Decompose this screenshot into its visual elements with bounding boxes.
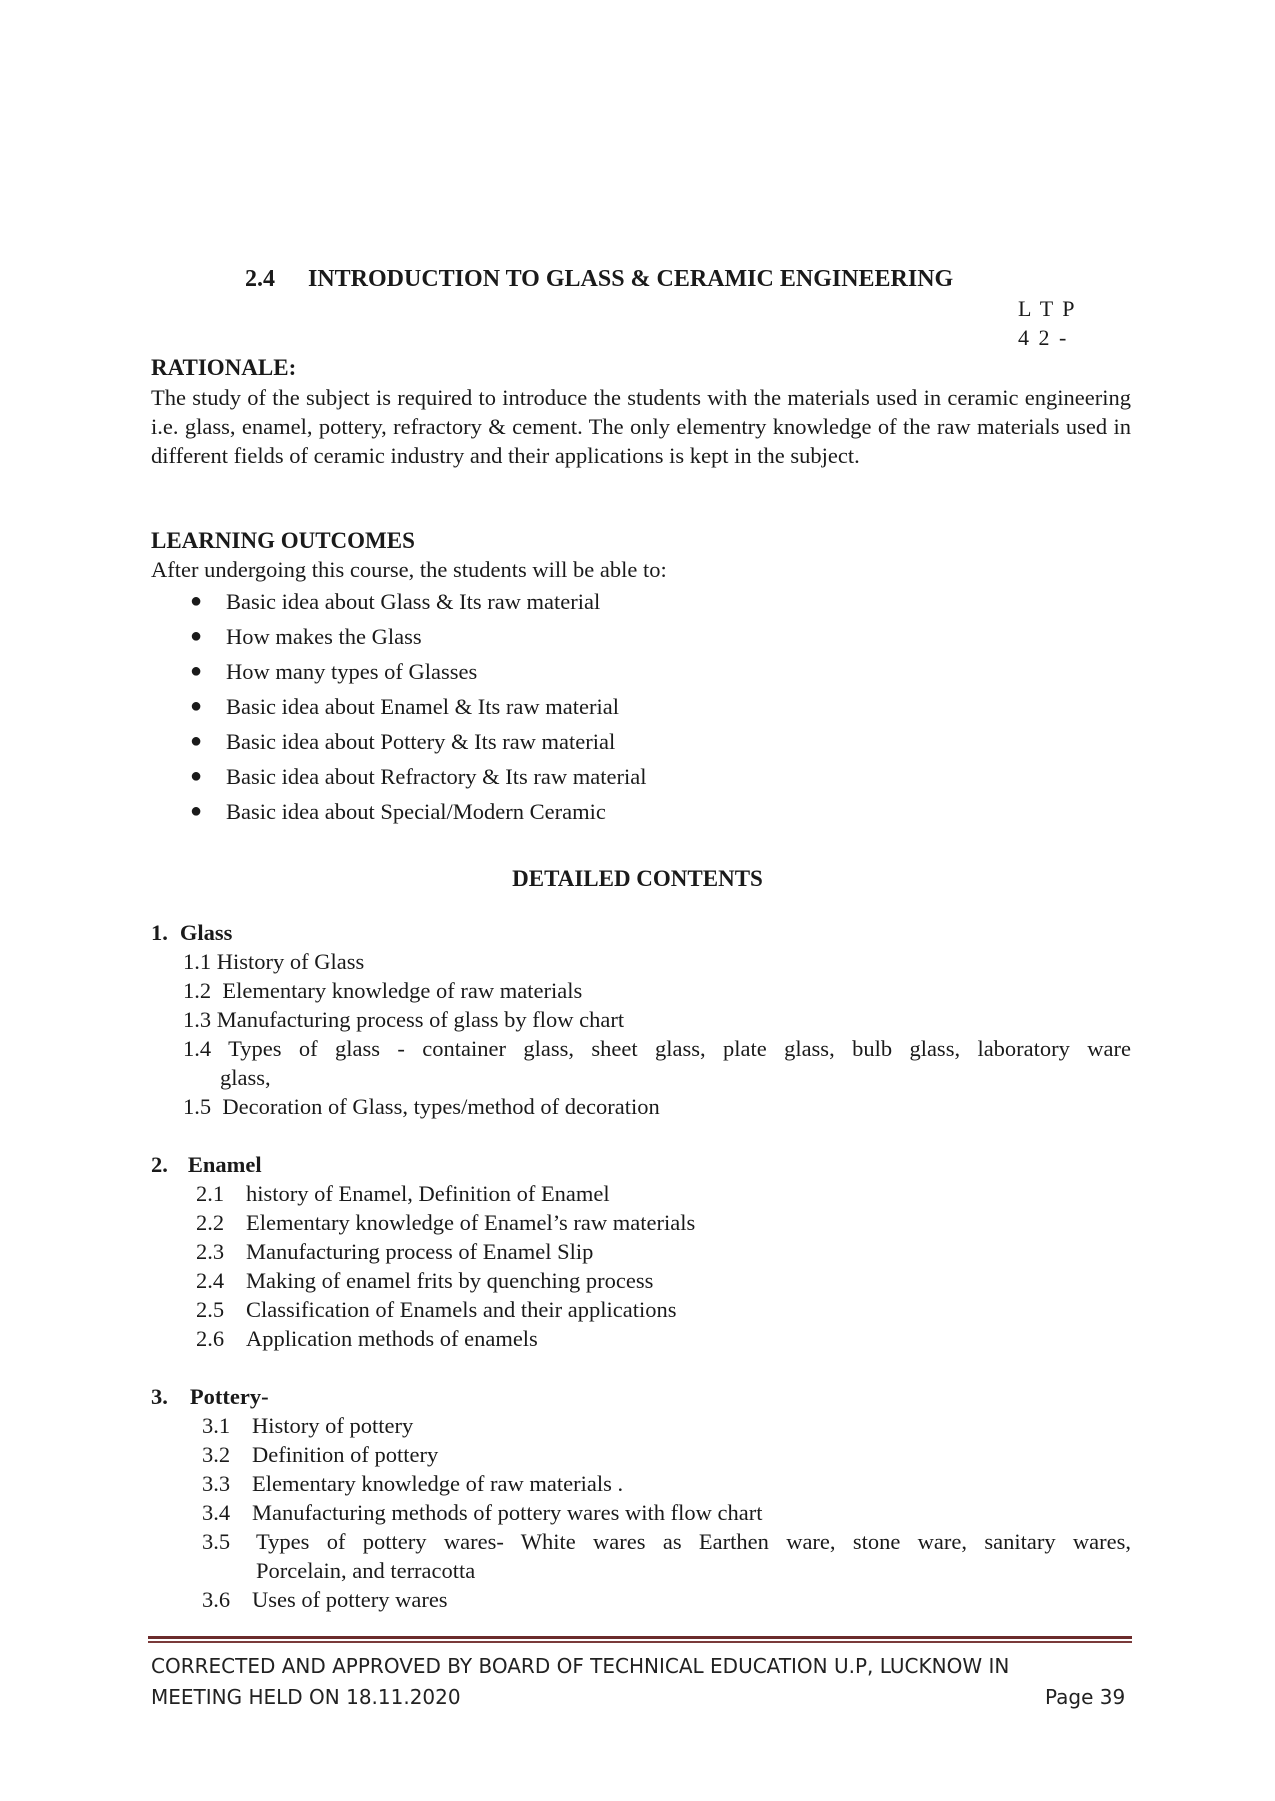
ltp-labels: L T P [1018,296,1077,321]
topic-line: 3.3 Elementary knowledge of raw materials . [202,1471,624,1496]
topic-line: 2.1 history of Enamel, Definition of Enamel [196,1181,610,1206]
bullet-icon: ● [190,695,203,717]
page-number: Page 39 [1045,1685,1126,1709]
section-title [245,266,953,293]
topic-line: 3.6 Uses of pottery wares [202,1587,448,1612]
unit-heading: 3. Pottery- [151,1384,269,1409]
section-title-text: INTRODUCTION TO GLASS & CERAMIC ENGINEERING [308,266,954,292]
rationale-text: The study of the subject is required to introduce the students with the materials used in ceramic engineering i.e. glass, enamel, pottery, refractory & cement. The only elementry knowledge of the raw materials used in different fields of ceramic industry and their applications is kept in the subject. [151,385,1131,468]
topic-line: 2.3 Manufacturing process of Enamel Slip [196,1239,594,1264]
bullet-icon: ● [190,625,203,647]
bullet-icon: ● [190,660,203,682]
topic-continuation: glass, [220,1065,271,1090]
topic-line: 1.2 Elementary knowledge of raw materials [183,978,583,1003]
footer-approval-line2: MEETING HELD ON 18.11.2020 [151,1685,461,1709]
section-number: 2.4 [245,266,275,292]
topic-line: 1.1 History of Glass [183,949,365,974]
learning-outcomes-heading: LEARNING OUTCOMES [151,528,415,553]
topic-line: 2.5 Classification of Enamels and their applications [196,1297,677,1322]
topic-line: 2.6 Application methods of enamels [196,1326,538,1351]
topic-line: 1.3 Manufacturing process of glass by flow chart [183,1007,625,1032]
bullet-icon: ● [190,765,203,787]
topic-line: 3.1 History of pottery [202,1413,414,1438]
footer-divider [148,1641,1132,1643]
document-page: 2.4 INTRODUCTION TO GLASS & CERAMIC ENGINEERING L T P 4 2 - RATIONALE: The study of the subject is required to introduce the students with the materials used in ceramic engineering i.e. glass, enamel, pottery, refractory & cement. The only elementry knowledge of the raw materials used in different fields of ceramic industry and their applications is kept in the subject. LEARNING OUTCOMES After undergoing this course, the students will be able to: ● Basic idea about Glass & Its raw material ● How makes the Glass ● How many types of Glasses ● Basic idea about Enamel & Its raw material ● Basic idea about Pottery & Its raw material ● Basic idea about Refractory & Its raw material ● Basic idea about Special/Modern Ceramic DETAILED CONTENTS 1. Glass 1.1 History of Glass 1.2 Elementary knowledge of raw materials 1.3 Manufacturing process of glass by flow chart 1.4 Types of glass - container glass, sheet glass, plate glass, bulb glass, laboratory ware glass, 1.5 Decoration of Glass, types/method of decoration 2. Enamel 2.1 history of Enamel, Definition of Enamel 2.2 Elementary knowledge of Enamel’s raw materials 2.3 Manufacturing process of Enamel Slip 2.4 Making of enamel frits by quenching process 2.5 Classification of Enamels and their applications 2.6 Application methods of enamels 3. Pottery- 3.1 History of pottery 3.2 Definition of pottery 3.3 Elementary knowledge of raw materials . 3.4 Manufacturing methods of pottery wares with flow chart 3.5 Types of pottery wares- White wares as Earthen ware, stone ware, sanitary wares, Porcelain, and terracotta 3.6 Uses of pottery wares CORRECTED AND APPROVED BY BOARD OF TECHNICAL EDUCATION U.P, LUCKNOW IN MEETING HELD ON 18.11.2020 Page 39 [0,0,1275,1801]
topic-line: 2.2 Elementary knowledge of Enamel’s raw materials [196,1210,696,1235]
topic-line: 3.4 Manufacturing methods of pottery wares with flow chart [202,1500,763,1525]
topic-continuation: Porcelain, and terracotta [256,1558,476,1583]
unit-heading: 1. Glass [151,920,233,945]
bullet-icon: ● [190,590,203,612]
ltp-values: 4 2 - [1018,325,1069,350]
topic-line: 1.5 Decoration of Glass, types/method of decoration [183,1094,660,1119]
topic-line: 2.4 Making of enamel frits by quenching process [196,1268,654,1293]
learning-outcomes-intro: After undergoing this course, the students will be able to: [151,557,667,582]
footer-approval-line1: CORRECTED AND APPROVED BY BOARD OF TECHNICAL EDUCATION U.P, LUCKNOW IN [151,1654,1010,1678]
rationale-heading: RATIONALE: [151,355,297,380]
bullet-icon: ● [190,730,203,752]
topic-line: 1.4 Types of glass - container glass, sheet glass, plate glass, bulb glass, laboratory ware [183,1036,1132,1061]
topic-line: 3.2 Definition of pottery [202,1442,439,1467]
detailed-contents-heading: DETAILED CONTENTS [512,866,763,891]
topic-line: 3.5 Types of pottery wares- White wares as Earthen ware, stone ware, sanitary wares, [202,1529,1131,1554]
footer-divider [148,1636,1132,1639]
bullet-icon: ● [190,800,203,822]
unit-heading: 2. Enamel [151,1152,262,1177]
